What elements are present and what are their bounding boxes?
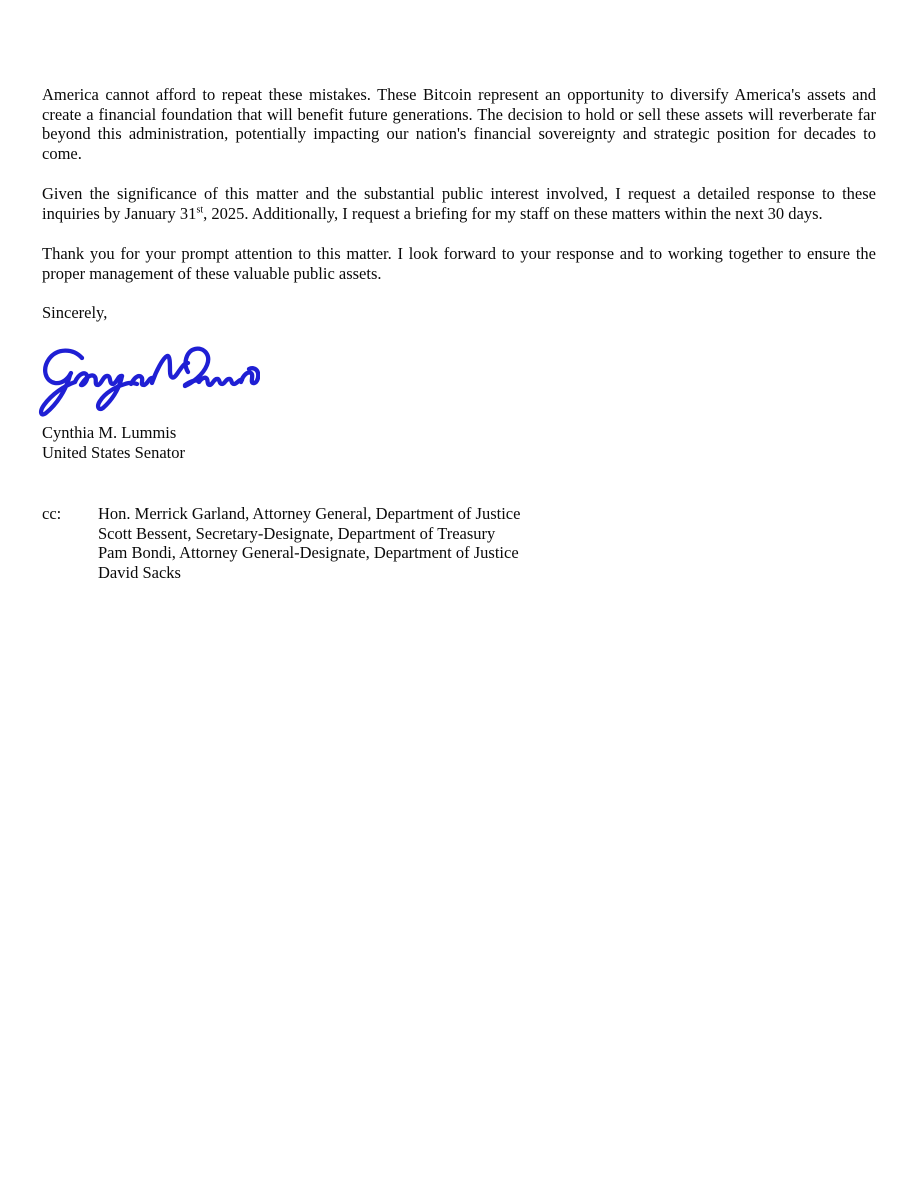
body-paragraph-1: America cannot afford to repeat these mistakes. These Bitcoin represent an opportunity to diversify America's assets and create a financial foundation that will benefit future generations. The decision to hold or sell these assets will reverberate far beyond this administration, potentially impacting our nation's financial sovereignty and strategic position for decades to come.	[42, 85, 876, 163]
sender-block	[42, 423, 185, 462]
body-paragraph-3: Thank you for your prompt attention to this matter. I look forward to your response and to working together to ensure the proper management of these valuable public assets.	[42, 244, 876, 283]
cc-recipient: Pam Bondi, Attorney General-Designate, Department of Justice	[98, 543, 519, 562]
sender-title: United States Senator	[42, 442, 185, 462]
signature-image	[36, 342, 260, 422]
cc-recipient: Scott Bessent, Secretary-Designate, Department of Treasury	[98, 523, 496, 543]
cc-recipient: David Sacks	[98, 562, 181, 582]
sender-name: Cynthia M. Lummis	[42, 423, 177, 442]
cc-recipient: Hon. Merrick Garland, Attorney General, Department of Justice	[98, 504, 521, 523]
p2-text-after: , 2025. Additionally, I request a briefing for my staff on these matters within the next 30 days.	[203, 203, 823, 223]
closing-salutation: Sincerely,	[42, 303, 108, 322]
cc-recipient-list	[98, 504, 520, 582]
p2-text-before: Given the significance of this matter and the substantial public interest involved, I request a detailed response to these inquiries by January 31	[42, 184, 876, 223]
body-paragraph-2	[42, 184, 876, 223]
ordinal-superscript: st	[196, 204, 204, 215]
cc-block	[42, 504, 520, 582]
cc-label: cc:	[42, 504, 62, 523]
